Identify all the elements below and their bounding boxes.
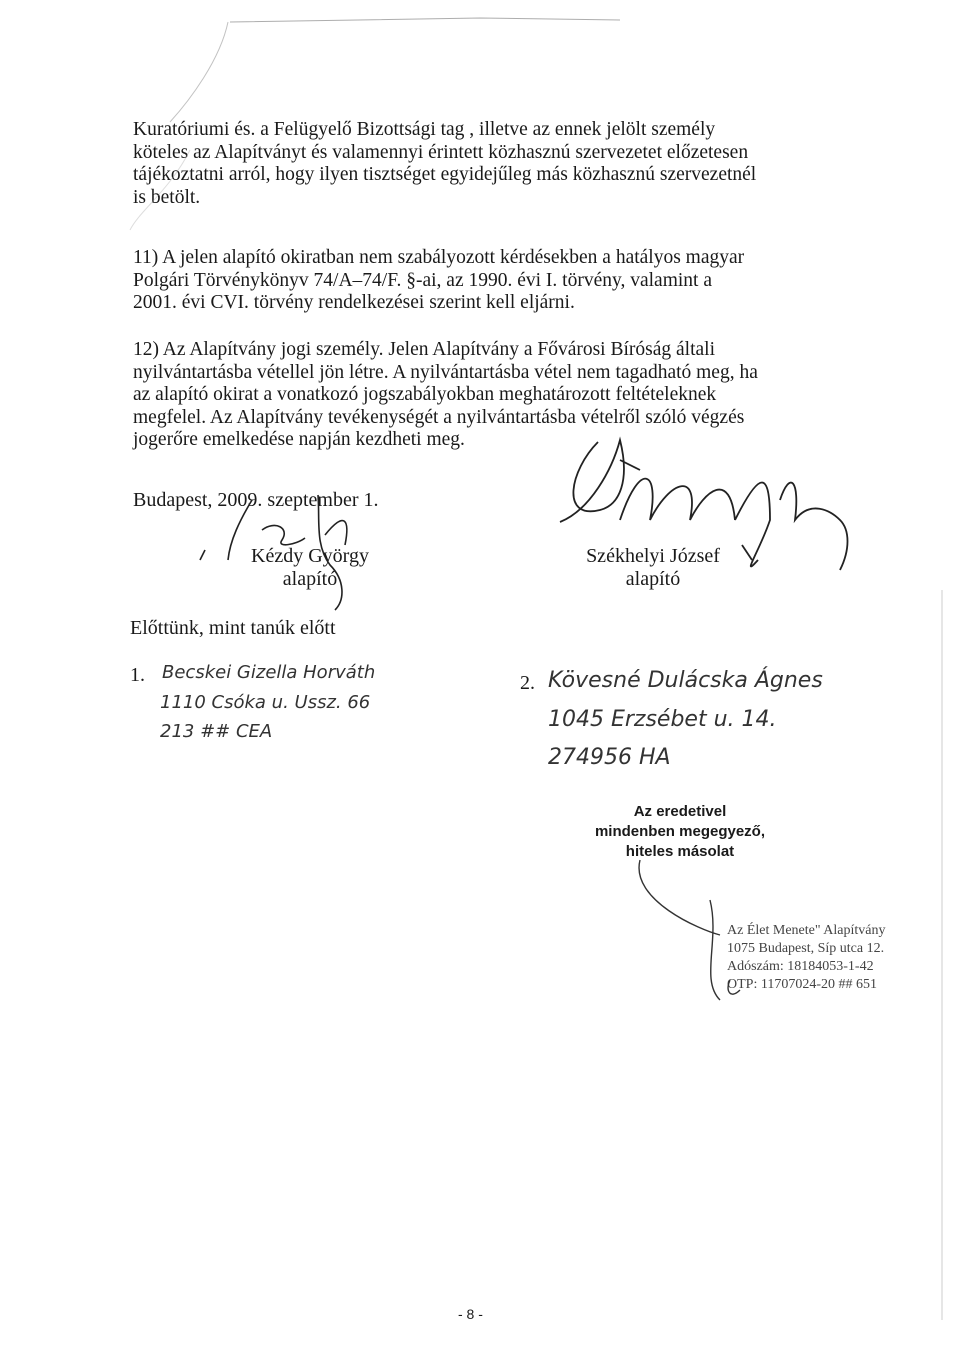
signature-kezdy (200, 495, 347, 610)
signatory-name: Kézdy György (251, 545, 369, 567)
scan-artifact (230, 18, 620, 22)
cert-line: hiteles másolat (625, 843, 735, 860)
signatory-name: Székhelyi József (586, 545, 720, 567)
text-line: köteles az Alapítványt és valamennyi érintett közhasznú szervezetet előzetesen (133, 141, 749, 163)
text-line: Kuratóriumi és. a Felügyelő Bizottsági tag , illetve az ennek jelölt személy (133, 119, 716, 140)
text-line: 11) A jelen alapító okiratban nem szabályozott kérdésekben a hatályos magyar (133, 247, 745, 268)
scan-artifact (130, 150, 190, 230)
cert-line: Az eredetivel (633, 803, 727, 820)
signature-szekhelyi (560, 440, 848, 570)
stamp-signature (639, 860, 740, 1000)
text-line: 2001. évi CVI. törvény rendelkezései szerint kell eljárni. (133, 292, 575, 313)
scan-artifact (170, 22, 228, 122)
stamp-line: 1075 Budapest, Síp utca 12. (727, 941, 885, 956)
witness-handwriting: Kövesné Dulácska Ágnes (548, 668, 823, 693)
text-line: az alapító okirat a vonatkozó jogszabályokban meghatározott feltételeknek (133, 384, 717, 405)
witness-handwriting: 1110 Csóka u. Ussz. 66 (160, 692, 371, 713)
witness-handwriting: 1045 Erzsébet u. 14. (548, 707, 777, 732)
signatory-role: alapító (282, 568, 338, 590)
date-line: Budapest, 2009. szeptember 1. (133, 489, 379, 511)
stamp-line: Adószám: 18184053-1-42 (727, 959, 874, 974)
text-line: tájékoztatni arról, hogy ilyen tisztséget egyidejűleg más közhasznú szervezetnél (133, 164, 757, 185)
witness-heading: Előttünk, mint tanúk előtt (130, 617, 336, 639)
cert-line: mindenben megegyező, (594, 823, 766, 840)
text-line: is betölt. (133, 186, 201, 208)
witness-handwriting: 213 ## CEA (160, 721, 273, 742)
text-line: Polgári Törvénykönyv 74/A–74/F. §-ai, az 1990. évi I. törvény, valamint a (133, 269, 712, 291)
signatory-role: alapító (625, 568, 681, 590)
witness-handwriting: Becskei Gizella Horváth (162, 662, 376, 683)
text-line: 12) Az Alapítvány jogi személy. Jelen Alapítvány a Fővárosi Bíróság általi (133, 339, 715, 360)
text-line: nyilvántartásba vétellel jön létre. A nyilvántartásba vétel nem tagadható meg, ha (133, 361, 758, 383)
witness-number: 1. (130, 664, 145, 686)
witness-handwriting: 274956 HA (548, 745, 671, 770)
text-line: jogerőre emelkedése napján kezdheti meg. (133, 429, 465, 450)
stamp-line: OTP: 11707024-20 ## 651 (727, 977, 877, 992)
text-line: megfelel. Az Alapítvány tevékenységét a nyilvántartásba vételről szóló végzés (133, 406, 745, 428)
stamp-line: Az Élet Menete" Alapítvány (727, 923, 886, 938)
page-number: - 8 - (458, 1306, 483, 1322)
witness-number: 2. (520, 672, 535, 694)
